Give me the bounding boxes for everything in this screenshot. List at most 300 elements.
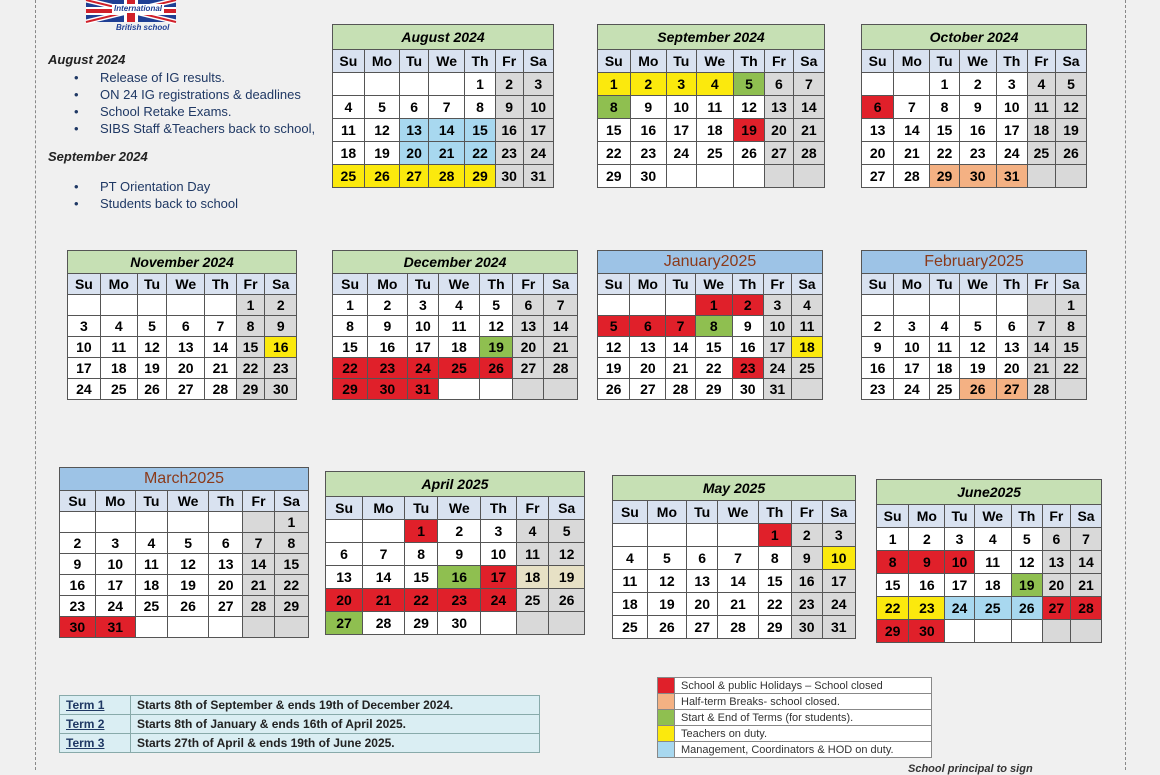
day-cell: 6 bbox=[765, 73, 794, 96]
day-cell: 23 bbox=[959, 142, 996, 165]
day-cell: 27 bbox=[686, 616, 717, 639]
day-cell: 28 bbox=[544, 358, 578, 379]
day-cell: 27 bbox=[765, 142, 794, 165]
day-cell: 25 bbox=[792, 358, 823, 379]
day-cell: 7 bbox=[243, 533, 274, 554]
legend-swatch bbox=[658, 726, 675, 742]
month-calendar bbox=[597, 24, 825, 188]
day-cell: 21 bbox=[428, 142, 464, 165]
legend-text: Half-term Breaks- school closed. bbox=[675, 694, 932, 710]
day-cell: 24 bbox=[481, 589, 517, 612]
legend-swatch bbox=[658, 678, 675, 694]
weekday-header: Th bbox=[733, 50, 764, 73]
day-cell: 30 bbox=[732, 379, 763, 400]
day-cell: 4 bbox=[100, 316, 137, 337]
empty-cell bbox=[428, 73, 464, 96]
day-cell: 21 bbox=[894, 142, 930, 165]
day-cell: 17 bbox=[95, 575, 135, 596]
day-cell: 10 bbox=[763, 316, 791, 337]
day-cell: 29 bbox=[598, 165, 631, 188]
day-cell: 14 bbox=[363, 566, 405, 589]
legend-swatch bbox=[658, 694, 675, 710]
day-cell: 19 bbox=[733, 119, 764, 142]
weekday-header: Th bbox=[996, 274, 1027, 295]
day-cell: 3 bbox=[481, 520, 517, 543]
logo-text-2: British school bbox=[116, 23, 170, 32]
day-cell: 3 bbox=[894, 316, 930, 337]
weekday-header: Tu bbox=[666, 274, 695, 295]
empty-cell bbox=[1056, 165, 1087, 188]
legend-text: Teachers on duty. bbox=[675, 726, 932, 742]
day-cell: 29 bbox=[274, 596, 308, 617]
day-cell: 11 bbox=[439, 316, 479, 337]
weekday-header: Tu bbox=[945, 505, 974, 528]
day-cell: 13 bbox=[209, 554, 243, 575]
day-cell: 25 bbox=[613, 616, 648, 639]
day-cell: 4 bbox=[613, 547, 648, 570]
day-cell: 19 bbox=[364, 142, 400, 165]
day-cell: 2 bbox=[368, 295, 407, 316]
weekday-header: Mo bbox=[95, 491, 135, 512]
day-cell: 9 bbox=[909, 551, 945, 574]
month-title: November 2024 bbox=[68, 251, 297, 274]
day-cell: 15 bbox=[236, 337, 265, 358]
day-cell: 22 bbox=[930, 142, 959, 165]
day-cell: 24 bbox=[667, 142, 696, 165]
day-cell: 7 bbox=[793, 73, 824, 96]
day-cell: 28 bbox=[894, 165, 930, 188]
day-cell: 3 bbox=[667, 73, 696, 96]
day-cell: 20 bbox=[686, 593, 717, 616]
day-cell: 12 bbox=[1011, 551, 1042, 574]
empty-cell bbox=[100, 295, 137, 316]
day-cell: 12 bbox=[479, 316, 513, 337]
day-cell: 2 bbox=[909, 528, 945, 551]
day-cell: 2 bbox=[791, 524, 822, 547]
day-cell: 10 bbox=[481, 543, 517, 566]
day-cell: 8 bbox=[404, 543, 438, 566]
day-cell: 25 bbox=[1027, 142, 1055, 165]
day-cell: 2 bbox=[60, 533, 96, 554]
day-cell: 24 bbox=[523, 142, 553, 165]
day-cell: 4 bbox=[135, 533, 167, 554]
day-cell: 9 bbox=[60, 554, 96, 575]
day-cell: 18 bbox=[333, 142, 365, 165]
intro-item: • SIBS Staff &Teachers back to school, bbox=[100, 120, 328, 137]
day-cell: 23 bbox=[60, 596, 96, 617]
day-cell: 31 bbox=[523, 165, 553, 188]
day-cell: 14 bbox=[428, 119, 464, 142]
day-cell: 18 bbox=[100, 358, 137, 379]
empty-cell bbox=[630, 295, 666, 316]
weekday-header: Fr bbox=[763, 274, 791, 295]
empty-cell bbox=[243, 617, 274, 638]
weekday-header: Th bbox=[732, 274, 763, 295]
empty-cell bbox=[1027, 295, 1055, 316]
day-cell: 13 bbox=[765, 96, 794, 119]
left-margin-line bbox=[35, 0, 36, 770]
month-title: August 2024 bbox=[333, 25, 554, 50]
weekday-header: Fr bbox=[1042, 505, 1070, 528]
weekday-header: Th bbox=[758, 501, 791, 524]
day-cell: 22 bbox=[1056, 358, 1087, 379]
intro-item: • ON 24 IG registrations & deadlines bbox=[100, 86, 328, 103]
term-text: Starts 8th of September & ends 19th of December 2024. bbox=[131, 696, 540, 715]
day-cell: 4 bbox=[439, 295, 479, 316]
day-cell: 17 bbox=[822, 570, 856, 593]
day-cell: 7 bbox=[363, 543, 405, 566]
day-cell: 3 bbox=[822, 524, 856, 547]
weekday-header: Sa bbox=[1071, 505, 1102, 528]
weekday-header: Su bbox=[68, 274, 101, 295]
empty-cell bbox=[95, 512, 135, 533]
empty-cell bbox=[598, 295, 630, 316]
day-cell: 30 bbox=[495, 165, 523, 188]
intro-item: • Release of IG results. bbox=[100, 69, 328, 86]
day-cell: 6 bbox=[862, 96, 894, 119]
day-cell: 19 bbox=[549, 566, 585, 589]
day-cell: 18 bbox=[696, 119, 733, 142]
day-cell: 18 bbox=[974, 574, 1011, 597]
day-cell: 31 bbox=[763, 379, 791, 400]
weekday-header: Tu bbox=[135, 491, 167, 512]
day-cell: 19 bbox=[479, 337, 513, 358]
day-cell: 30 bbox=[630, 165, 667, 188]
day-cell: 1 bbox=[695, 295, 732, 316]
day-cell: 27 bbox=[400, 165, 429, 188]
day-cell: 11 bbox=[613, 570, 648, 593]
day-cell: 12 bbox=[1056, 96, 1087, 119]
day-cell: 27 bbox=[209, 596, 243, 617]
day-cell: 11 bbox=[792, 316, 823, 337]
day-cell: 20 bbox=[1042, 574, 1070, 597]
day-cell: 21 bbox=[243, 575, 274, 596]
day-cell: 16 bbox=[959, 119, 996, 142]
day-cell: 7 bbox=[894, 96, 930, 119]
day-cell: 19 bbox=[647, 593, 686, 616]
weekday-header: Fr bbox=[236, 274, 265, 295]
empty-cell bbox=[862, 295, 894, 316]
empty-cell bbox=[793, 165, 824, 188]
day-cell: 10 bbox=[822, 547, 856, 570]
day-cell: 7 bbox=[1071, 528, 1102, 551]
day-cell: 14 bbox=[894, 119, 930, 142]
day-cell: 5 bbox=[168, 533, 209, 554]
day-cell: 27 bbox=[513, 358, 544, 379]
day-cell: 29 bbox=[877, 620, 909, 643]
weekday-header: Sa bbox=[793, 50, 824, 73]
day-cell: 23 bbox=[909, 597, 945, 620]
empty-cell bbox=[400, 73, 429, 96]
weekday-header: Tu bbox=[137, 274, 167, 295]
weekday-header: Mo bbox=[894, 50, 930, 73]
day-cell: 12 bbox=[168, 554, 209, 575]
day-cell: 9 bbox=[959, 96, 996, 119]
day-cell: 27 bbox=[996, 379, 1027, 400]
day-cell: 3 bbox=[407, 295, 439, 316]
day-cell: 26 bbox=[168, 596, 209, 617]
empty-cell bbox=[481, 612, 517, 635]
weekday-header: Su bbox=[60, 491, 96, 512]
weekday-header: We bbox=[696, 50, 733, 73]
day-cell: 9 bbox=[495, 96, 523, 119]
day-cell: 25 bbox=[516, 589, 549, 612]
day-cell: 15 bbox=[333, 337, 368, 358]
day-cell: 2 bbox=[862, 316, 894, 337]
day-cell: 23 bbox=[495, 142, 523, 165]
day-cell: 24 bbox=[68, 379, 101, 400]
weekday-header: Sa bbox=[1056, 274, 1087, 295]
day-cell: 5 bbox=[647, 547, 686, 570]
day-cell: 19 bbox=[137, 358, 167, 379]
day-cell: 26 bbox=[598, 379, 630, 400]
month-calendar bbox=[861, 250, 1087, 400]
weekday-header: Fr bbox=[243, 491, 274, 512]
day-cell: 22 bbox=[877, 597, 909, 620]
day-cell: 9 bbox=[630, 96, 667, 119]
weekday-header: Mo bbox=[630, 50, 667, 73]
day-cell: 31 bbox=[822, 616, 856, 639]
day-cell: 14 bbox=[793, 96, 824, 119]
day-cell: 3 bbox=[523, 73, 553, 96]
day-cell: 16 bbox=[732, 337, 763, 358]
day-cell: 4 bbox=[516, 520, 549, 543]
day-cell: 13 bbox=[630, 337, 666, 358]
weekday-header: Th bbox=[1011, 505, 1042, 528]
day-cell: 22 bbox=[274, 575, 308, 596]
empty-cell bbox=[333, 73, 365, 96]
empty-cell bbox=[274, 617, 308, 638]
empty-cell bbox=[1042, 620, 1070, 643]
empty-cell bbox=[959, 295, 996, 316]
weekday-header: Fr bbox=[495, 50, 523, 73]
day-cell: 25 bbox=[333, 165, 365, 188]
day-cell: 15 bbox=[404, 566, 438, 589]
weekday-header: Su bbox=[598, 274, 630, 295]
terms-table bbox=[59, 695, 540, 753]
day-cell: 1 bbox=[758, 524, 791, 547]
day-cell: 15 bbox=[930, 119, 959, 142]
day-cell: 14 bbox=[718, 570, 758, 593]
day-cell: 17 bbox=[894, 358, 930, 379]
empty-cell bbox=[439, 379, 479, 400]
day-cell: 21 bbox=[666, 358, 695, 379]
empty-cell bbox=[60, 512, 96, 533]
day-cell: 18 bbox=[1027, 119, 1055, 142]
empty-cell bbox=[894, 73, 930, 96]
day-cell: 6 bbox=[326, 543, 363, 566]
day-cell: 17 bbox=[945, 574, 974, 597]
day-cell: 6 bbox=[400, 96, 429, 119]
weekday-header: Sa bbox=[544, 274, 578, 295]
month-calendar bbox=[876, 479, 1102, 643]
weekday-header: We bbox=[168, 491, 209, 512]
day-cell: 29 bbox=[758, 616, 791, 639]
day-cell: 14 bbox=[205, 337, 236, 358]
day-cell: 26 bbox=[479, 358, 513, 379]
day-cell: 11 bbox=[516, 543, 549, 566]
empty-cell bbox=[68, 295, 101, 316]
day-cell: 21 bbox=[793, 119, 824, 142]
weekday-header: Tu bbox=[667, 50, 696, 73]
day-cell: 14 bbox=[1027, 337, 1055, 358]
day-cell: 19 bbox=[1011, 574, 1042, 597]
day-cell: 20 bbox=[996, 358, 1027, 379]
day-cell: 14 bbox=[544, 316, 578, 337]
month-calendar bbox=[59, 467, 309, 638]
day-cell: 28 bbox=[428, 165, 464, 188]
day-cell: 2 bbox=[438, 520, 481, 543]
term-text: Starts 8th of January & ends 16th of April 2025. bbox=[131, 715, 540, 734]
day-cell: 24 bbox=[407, 358, 439, 379]
weekday-header: We bbox=[167, 274, 205, 295]
day-cell: 8 bbox=[465, 96, 495, 119]
day-cell: 18 bbox=[135, 575, 167, 596]
day-cell: 17 bbox=[996, 119, 1027, 142]
day-cell: 21 bbox=[205, 358, 236, 379]
month-calendar bbox=[332, 24, 554, 188]
day-cell: 8 bbox=[695, 316, 732, 337]
day-cell: 18 bbox=[516, 566, 549, 589]
day-cell: 17 bbox=[407, 337, 439, 358]
weekday-header: Mo bbox=[909, 505, 945, 528]
legend-text: School & public Holidays – School closed bbox=[675, 678, 932, 694]
empty-cell bbox=[516, 612, 549, 635]
weekday-header: Su bbox=[326, 497, 363, 520]
day-cell: 24 bbox=[894, 379, 930, 400]
weekday-header: Sa bbox=[523, 50, 553, 73]
day-cell: 30 bbox=[909, 620, 945, 643]
day-cell: 6 bbox=[630, 316, 666, 337]
day-cell: 26 bbox=[364, 165, 400, 188]
weekday-header: Sa bbox=[822, 501, 856, 524]
day-cell: 5 bbox=[364, 96, 400, 119]
day-cell: 6 bbox=[167, 316, 205, 337]
day-cell: 31 bbox=[407, 379, 439, 400]
intro-item: • PT Orientation Day bbox=[100, 178, 328, 195]
day-cell: 27 bbox=[1042, 597, 1070, 620]
day-cell: 9 bbox=[791, 547, 822, 570]
intro-list bbox=[48, 178, 328, 212]
day-cell: 22 bbox=[598, 142, 631, 165]
month-title: January2025 bbox=[598, 251, 823, 274]
day-cell: 13 bbox=[686, 570, 717, 593]
empty-cell bbox=[137, 295, 167, 316]
legend-text: Management, Coordinators & HOD on duty. bbox=[675, 742, 932, 758]
empty-cell bbox=[647, 524, 686, 547]
day-cell: 20 bbox=[862, 142, 894, 165]
day-cell: 1 bbox=[877, 528, 909, 551]
weekday-header: Mo bbox=[630, 274, 666, 295]
day-cell: 25 bbox=[696, 142, 733, 165]
weekday-header: Mo bbox=[363, 497, 405, 520]
day-cell: 10 bbox=[996, 96, 1027, 119]
day-cell: 5 bbox=[549, 520, 585, 543]
legend-swatch bbox=[658, 710, 675, 726]
day-cell: 2 bbox=[959, 73, 996, 96]
day-cell: 26 bbox=[647, 616, 686, 639]
day-cell: 23 bbox=[368, 358, 407, 379]
month-title: June2025 bbox=[877, 480, 1102, 505]
weekday-header: Sa bbox=[792, 274, 823, 295]
intro-notes bbox=[48, 52, 328, 212]
day-cell: 13 bbox=[513, 316, 544, 337]
weekday-header: Fr bbox=[1027, 274, 1055, 295]
day-cell: 10 bbox=[68, 337, 101, 358]
month-calendar bbox=[325, 471, 585, 635]
day-cell: 20 bbox=[765, 119, 794, 142]
empty-cell bbox=[209, 617, 243, 638]
day-cell: 25 bbox=[439, 358, 479, 379]
day-cell: 10 bbox=[95, 554, 135, 575]
month-title: December 2024 bbox=[333, 251, 578, 274]
logo-text-1: International bbox=[114, 4, 163, 13]
day-cell: 1 bbox=[333, 295, 368, 316]
month-title: May 2025 bbox=[613, 476, 856, 501]
month-calendar bbox=[597, 250, 823, 400]
day-cell: 10 bbox=[407, 316, 439, 337]
day-cell: 17 bbox=[68, 358, 101, 379]
weekday-header: Su bbox=[613, 501, 648, 524]
day-cell: 6 bbox=[1042, 528, 1070, 551]
weekday-header: Fr bbox=[1027, 50, 1055, 73]
day-cell: 29 bbox=[695, 379, 732, 400]
month-title: April 2025 bbox=[326, 472, 585, 497]
intro-item: • Students back to school bbox=[100, 195, 328, 212]
day-cell: 16 bbox=[438, 566, 481, 589]
weekday-header: Fr bbox=[791, 501, 822, 524]
day-cell: 15 bbox=[598, 119, 631, 142]
legend-swatch bbox=[658, 742, 675, 758]
empty-cell bbox=[205, 295, 236, 316]
day-cell: 30 bbox=[368, 379, 407, 400]
day-cell: 11 bbox=[974, 551, 1011, 574]
day-cell: 11 bbox=[696, 96, 733, 119]
day-cell: 2 bbox=[630, 73, 667, 96]
empty-cell bbox=[718, 524, 758, 547]
day-cell: 18 bbox=[792, 337, 823, 358]
day-cell: 11 bbox=[135, 554, 167, 575]
day-cell: 27 bbox=[630, 379, 666, 400]
day-cell: 2 bbox=[495, 73, 523, 96]
day-cell: 16 bbox=[495, 119, 523, 142]
empty-cell bbox=[613, 524, 648, 547]
day-cell: 23 bbox=[791, 593, 822, 616]
day-cell: 1 bbox=[404, 520, 438, 543]
weekday-header: Th bbox=[209, 491, 243, 512]
day-cell: 12 bbox=[959, 337, 996, 358]
term-label: Term 1 bbox=[60, 696, 131, 715]
intro-heading: August 2024 bbox=[48, 52, 126, 67]
day-cell: 12 bbox=[364, 119, 400, 142]
day-cell: 30 bbox=[60, 617, 96, 638]
term-label: Term 3 bbox=[60, 734, 131, 753]
day-cell: 23 bbox=[630, 142, 667, 165]
day-cell: 24 bbox=[822, 593, 856, 616]
day-cell: 16 bbox=[630, 119, 667, 142]
day-cell: 12 bbox=[733, 96, 764, 119]
legend-text: Start & End of Terms (for students). bbox=[675, 710, 932, 726]
weekday-header: We bbox=[695, 274, 732, 295]
day-cell: 2 bbox=[732, 295, 763, 316]
intro-item: • School Retake Exams. bbox=[100, 103, 328, 120]
empty-cell bbox=[168, 617, 209, 638]
empty-cell bbox=[945, 620, 974, 643]
empty-cell bbox=[792, 379, 823, 400]
day-cell: 22 bbox=[236, 358, 265, 379]
day-cell: 23 bbox=[732, 358, 763, 379]
weekday-header: Th bbox=[465, 50, 495, 73]
